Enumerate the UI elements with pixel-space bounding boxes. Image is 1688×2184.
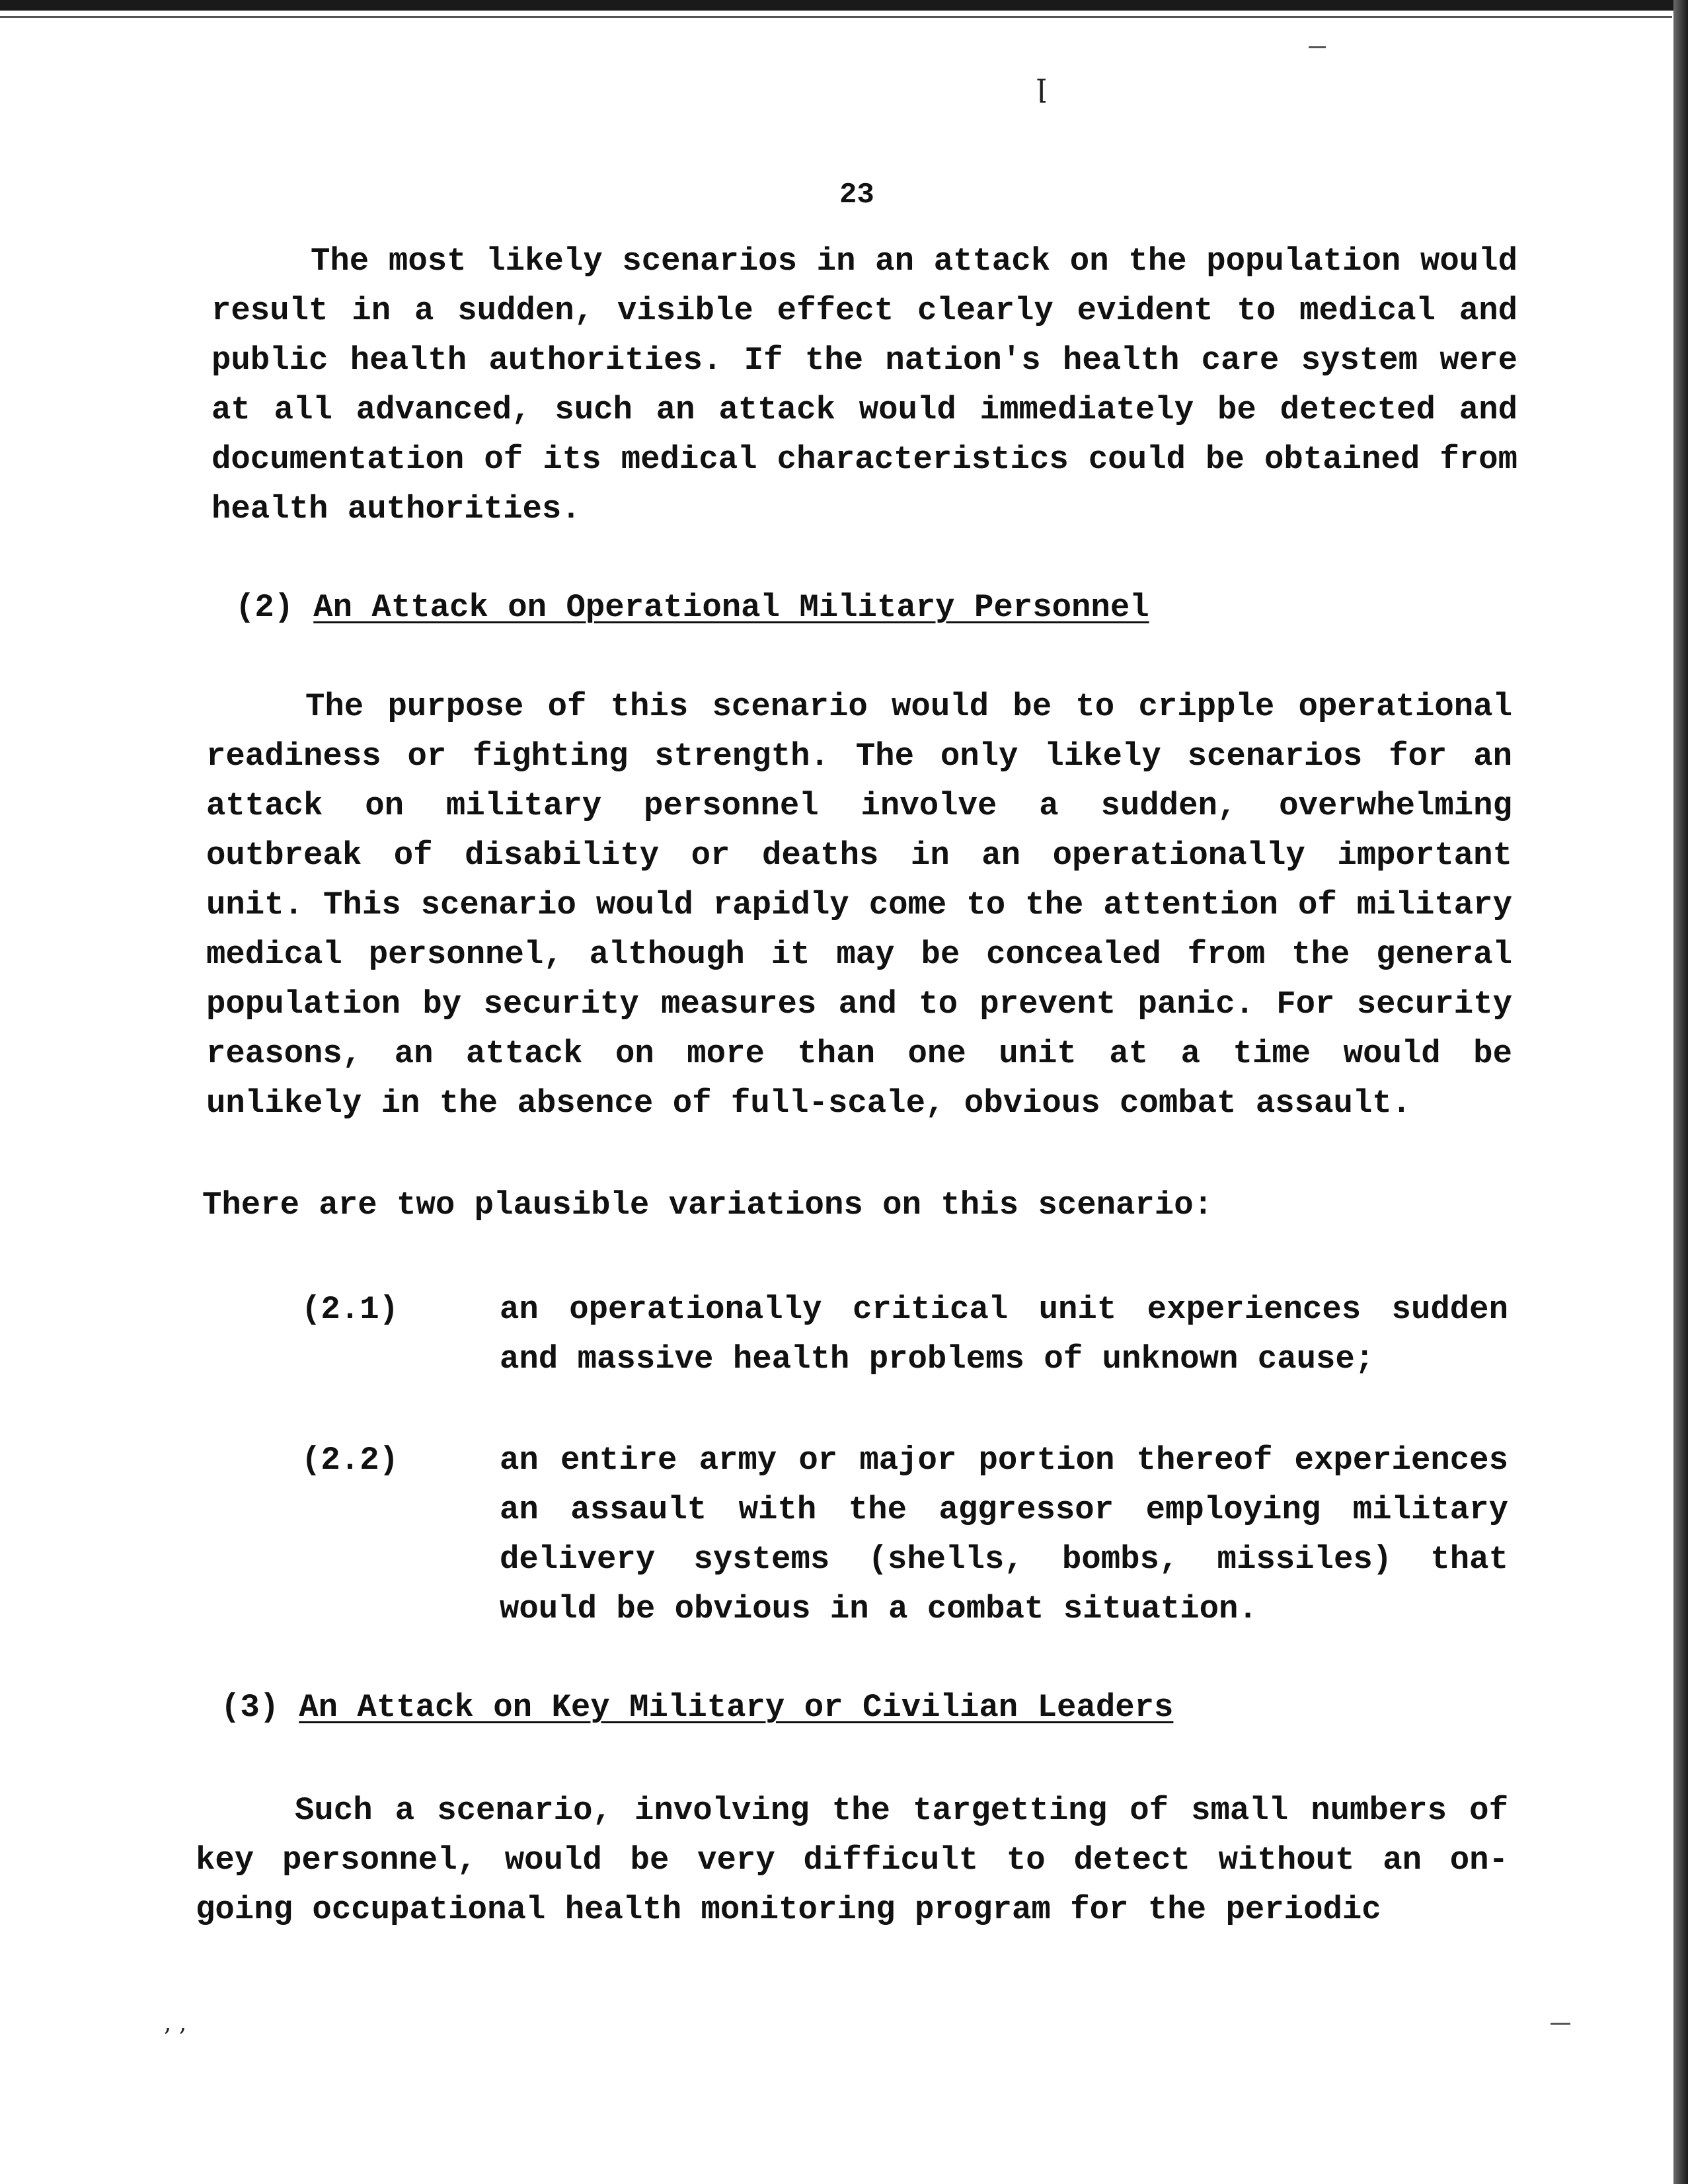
paragraph-text: Such a scenario, involving the targetting of small numbers of key personnel, would be very difficult to detect without an on-going occupational health monitoring program for the periodic <box>196 1792 1508 1928</box>
list-item-text: an entire army or major portion thereof experiences an assault with the aggressor employing military delivery systems (shells, bombs, missiles) that would be obvious in a combat situation. <box>500 1442 1508 1627</box>
section-title: An Attack on Key Military or Civilian Leaders <box>299 1689 1174 1726</box>
paragraph-population-attack <box>211 237 1517 534</box>
stray-mark: , , <box>164 2009 187 2037</box>
paragraph-text: The most likely scenarios in an attack on the population would result in a sudden, visible effect clearly evident to medical and public health authorities. If the nation's health care system were at all advanced, such an attack would immediately be detected and documentation of its medical characteristics could be obtained from health authorities. <box>211 243 1517 527</box>
section-heading-3 <box>221 1683 1173 1733</box>
list-item-label: (2.1) <box>301 1291 399 1328</box>
list-item <box>301 1436 1508 1634</box>
section-number: (3) <box>221 1689 280 1726</box>
scan-border-top <box>0 0 1688 11</box>
scan-line-top <box>0 16 1672 18</box>
section-title: An Attack on Operational Military Personnel <box>313 589 1149 626</box>
paragraph-key-leaders <box>196 1786 1508 1935</box>
stray-mark <box>1551 2023 1570 2025</box>
list-item <box>301 1285 1508 1384</box>
paragraph-text: There are two plausible variations on this scenario: <box>202 1187 1213 1224</box>
list-item-text: an operationally critical unit experiences sudden and massive health problems of unknown cause; <box>500 1291 1508 1378</box>
stray-mark: ꞁ <box>1036 66 1047 103</box>
section-heading-2 <box>235 583 1149 633</box>
scan-border-right <box>1673 0 1688 2184</box>
page-number: 23 <box>839 178 874 212</box>
paragraph-text: The purpose of this scenario would be to cripple operational readiness or fighting strength. The only likely scenarios for an attack on military personnel involve a sudden, overwhelming outbreak of disability or deaths in an operationally important unit. This scenario would rapidly come to the attention of military medical personnel, although it may be concealed from the general population by security measures and to prevent panic. For security reasons, an attack on more than one unit at a time would be unlikely in the absence of full-scale, obvious combat assault. <box>206 688 1512 1122</box>
stray-mark <box>1309 46 1326 48</box>
list-item-label: (2.2) <box>301 1442 399 1479</box>
paragraph-variations-intro <box>202 1181 1508 1230</box>
paragraph-military-personnel <box>206 682 1512 1128</box>
section-number: (2) <box>235 589 294 626</box>
